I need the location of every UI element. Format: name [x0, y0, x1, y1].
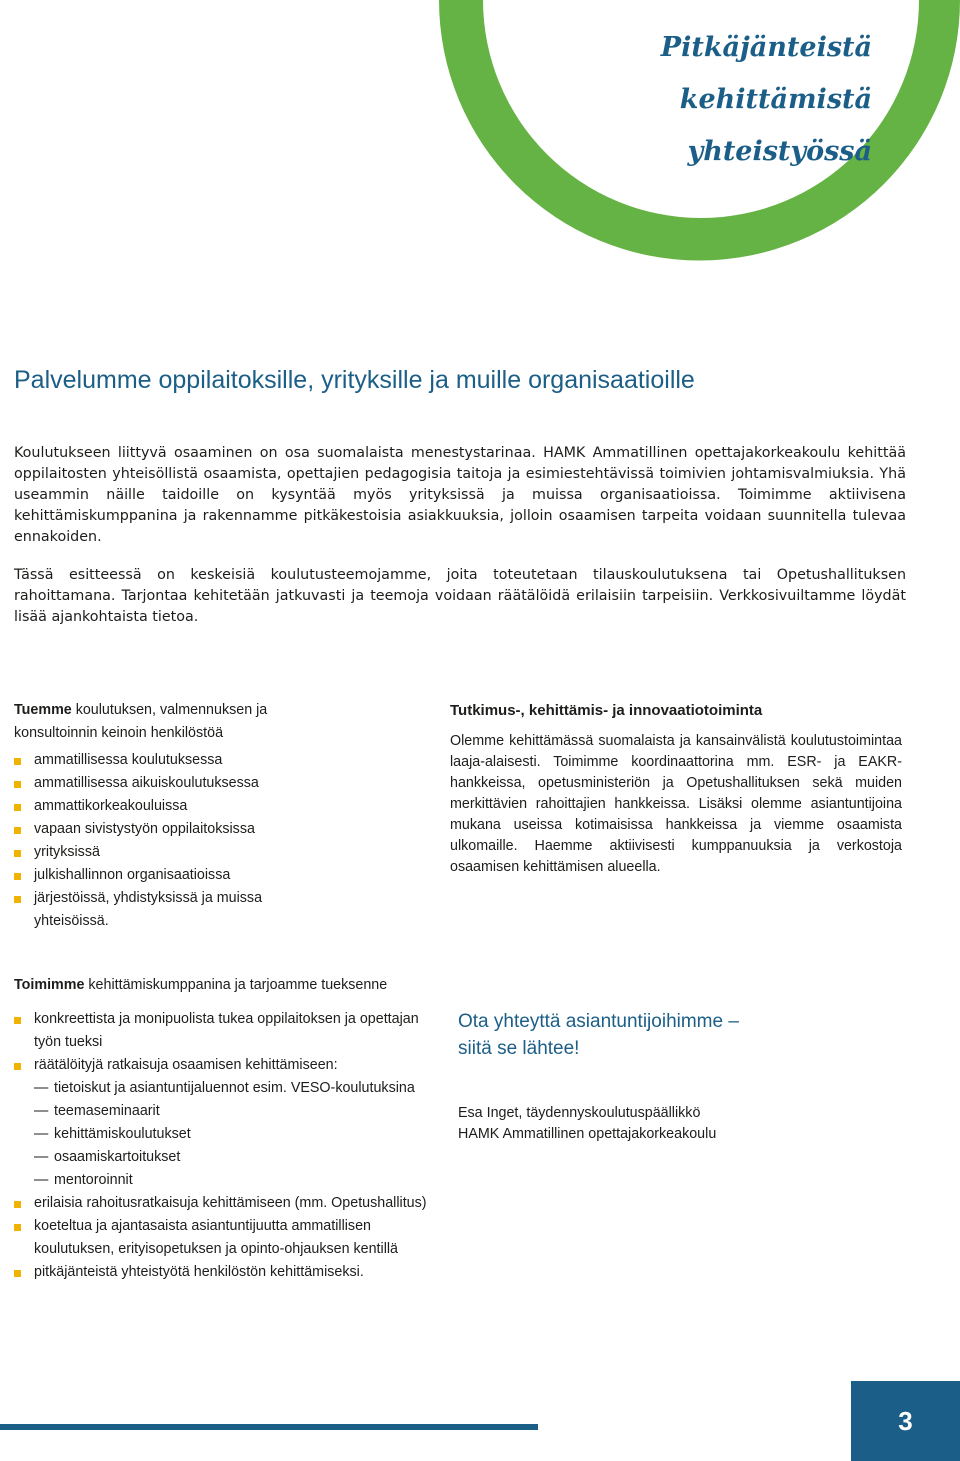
support-list — [14, 749, 314, 933]
list-item: järjestöissä, yhdistyksissä ja muissa yhteisöissä. — [14, 887, 314, 933]
sub-list-item: — tietoiskut ja asiantuntijaluennot esim. VESO-koulutuksina — [34, 1077, 434, 1100]
contact-title-line: siitä se lähtee! — [458, 1038, 580, 1059]
sub-list-item: — mentoroinnit — [34, 1169, 434, 1192]
contact-title-line: Ota yhteyttä asiantuntijoihimme – — [458, 1011, 739, 1032]
tagline-line: yhteistyössä — [687, 136, 872, 167]
partner-list — [14, 1008, 434, 1284]
rdi-title: Tutkimus-, kehittämis- ja innovaatiotoiminta — [450, 702, 763, 719]
partner-lead-rest: kehittämiskumppanina ja tarjoamme tueksenne — [84, 977, 388, 993]
contact-title — [458, 1008, 898, 1062]
list-item: erilaisia rahoitusratkaisuja kehittämiseen (mm. Opetushallitus) — [14, 1192, 434, 1215]
list-item: yrityksissä — [14, 841, 314, 864]
contact-org: HAMK Ammatillinen opettajakorkeakoulu — [458, 1126, 717, 1142]
tagline-line: Pitkäjänteistä — [660, 32, 872, 63]
support-lead — [14, 699, 314, 745]
intro-paragraph: Koulutukseen liittyvä osaaminen on osa suomalaista menestystarinaa. HAMK Ammatillinen opettajakorkeakoulu kehittää oppilaitosten yhteisöllistä osaamista, opettajien pedagogisia taitoja ja esimiestehtävissä toimivien johtamisvalmiuksia. Yhä useammin näille taidoille on kysyntää myös yrityksissä ja muissa organisaatioissa. Toimimme aktiivisena kehittämiskumppanina ja rakennamme pitkäkestoisia asiakkuuksia, jolloin osaamisen tarpeita voidaan suunnitella tulevaa ennakoiden. — [14, 445, 906, 545]
page-number: 3 — [851, 1381, 960, 1461]
tagline-line: kehittämistä — [679, 84, 872, 115]
sub-list-item: — kehittämiskoulutukset — [34, 1123, 434, 1146]
sub-list — [34, 1077, 434, 1192]
list-item: ammatillisessa aikuiskoulutuksessa — [14, 772, 314, 795]
rdi-body: Olemme kehittämässä suomalaista ja kansainvälistä koulutustoimintaa laaja-alaisesti. Toimimme koordinaattorina mm. ESR- ja EAKR-hankkeissa, opetusministeriön ja Opetushallituksen sekä muiden merkittävien rahoittajien hankkeissa. Lisäksi olemme asiantuntijoina mukana useissa kotimaisissa hankkeissa ja viemme osaamista ulkomaille. Haemme aktiivisesti kumppanuuksia ja verkostoja osaamisen kehittämisen alueella. — [450, 733, 902, 875]
contact-person — [458, 1103, 898, 1145]
partner-lead-bold: Toimimme — [14, 977, 85, 993]
sub-list-item: — osaamiskartoitukset — [34, 1146, 434, 1169]
list-item: julkishallinnon organisaatioissa — [14, 864, 314, 887]
footer-bar — [0, 1424, 538, 1430]
partner-section — [14, 974, 434, 1284]
list-item: koeteltua ja ajantasaista asiantuntijuutta ammatillisen koulutuksen, erityisopetuksen ja opinto-ohjauksen kentillä — [14, 1215, 434, 1261]
list-item: vapaan sivistystyön oppilaitoksissa — [14, 818, 314, 841]
list-item: ammatillisessa koulutuksessa — [14, 749, 314, 772]
page-heading: Palvelumme oppilaitoksille, yrityksille ja muille organisaatioille — [14, 366, 695, 394]
list-item: pitkäjänteistä yhteistyötä henkilöstön kehittämiseksi. — [14, 1261, 434, 1284]
list-item: ammattikorkeakouluissa — [14, 795, 314, 818]
contact-name: Esa Inget, täydennyskoulutuspäällikkö — [458, 1105, 701, 1121]
support-section — [14, 699, 314, 933]
contact-box — [458, 1008, 898, 1145]
intro-paragraph: Tässä esitteessä on keskeisiä koulutusteemojamme, joita toteutetaan tilauskoulutuksena tai Opetushallituksen rahoittamana. Tarjontaa kehitetään jatkuvasti ja teemoja voidaan räätälöidä erilaisiin tarpeisiin. Verkkosivuiltamme löydät lisää ajankohtaista tietoa. — [14, 567, 906, 625]
support-lead-bold: Tuemme — [14, 702, 72, 718]
list-item: konkreettista ja monipuolista tukea oppilaitoksen ja opettajan työn tueksi — [14, 1008, 434, 1054]
tagline — [661, 22, 872, 178]
partner-lead — [14, 974, 434, 997]
list-item-text: räätälöityjä ratkaisuja osaamisen kehittämiseen: — [34, 1057, 338, 1073]
sub-list-item: — teemaseminaarit — [34, 1100, 434, 1123]
list-item — [14, 1054, 434, 1192]
rdi-section — [450, 699, 902, 878]
support-lead-rest: koulutuksen, valmennuksen ja konsultoinnin keinoin henkilöstöä — [14, 702, 268, 741]
